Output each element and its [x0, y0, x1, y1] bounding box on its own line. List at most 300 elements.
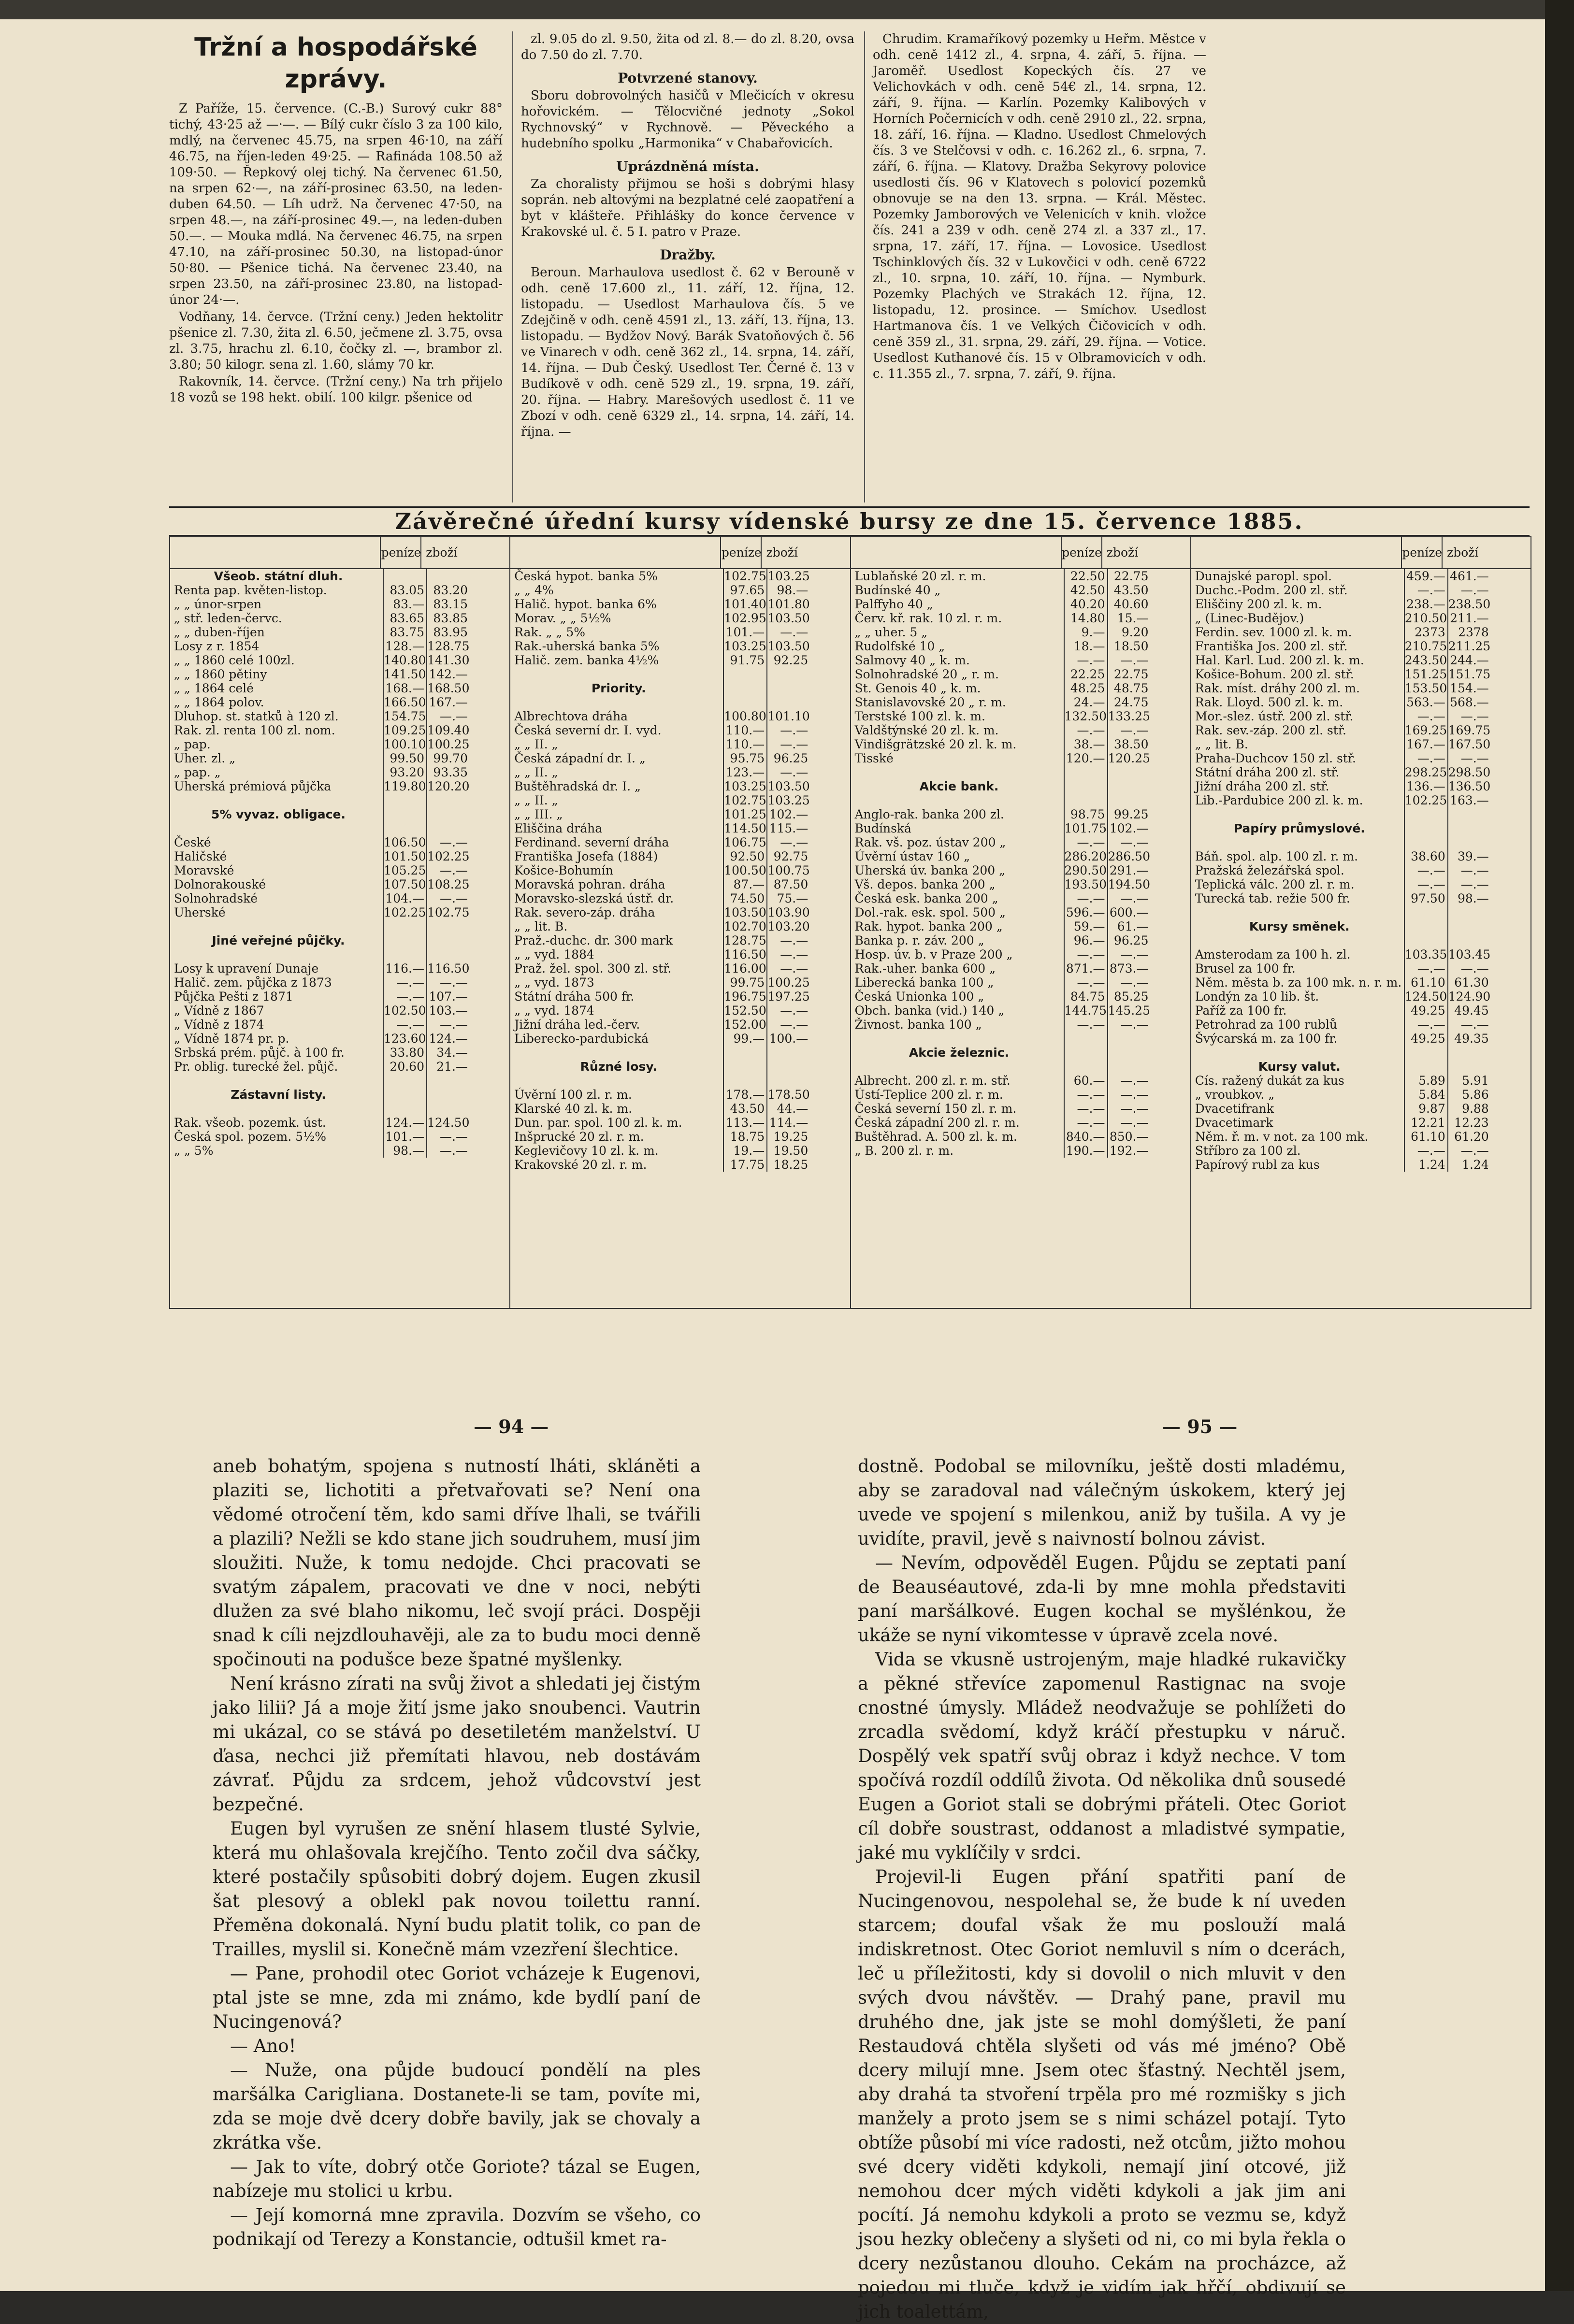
- stock-money-value: 123.60: [384, 1032, 426, 1046]
- stock-money-value: 151.25: [1404, 667, 1447, 681]
- stock-money-value: 168.—: [383, 681, 426, 695]
- stock-money-value: [1404, 835, 1447, 849]
- stock-name: Lib.-Pardubice 200 zl. k. m.: [1195, 793, 1363, 807]
- stock-row: [510, 961, 850, 976]
- stock-money-value: [723, 1060, 766, 1074]
- stock-money-value: —.—: [1404, 751, 1447, 765]
- stock-money-value: [1064, 779, 1107, 793]
- stock-goods-value: 61.30: [1447, 976, 1491, 990]
- stock-row: [851, 1004, 1190, 1018]
- stock-goods-value: —.—: [766, 737, 810, 751]
- stock-money-value: 193.50: [1064, 877, 1107, 891]
- stock-row: [1191, 737, 1531, 751]
- stock-name: Salmovy 40 „ k. m.: [854, 653, 970, 667]
- stock-row: [851, 877, 1190, 891]
- stock-goods-value: 167.50: [1448, 737, 1491, 751]
- stock-name: Turecká tab. režie 500 fr.: [1195, 891, 1350, 905]
- stock-name: Pr. oblig. turecké žel. půjč.: [174, 1060, 338, 1074]
- stock-goods-value: 96.25: [766, 751, 810, 765]
- stock-money-value: 141.50: [384, 667, 426, 681]
- stock-money-value: 596.—: [1064, 905, 1107, 919]
- stock-money-value: 103.35: [1404, 947, 1447, 961]
- stock-goods-value: 103.50: [767, 779, 810, 793]
- stock-goods-value: 116.50: [427, 961, 470, 976]
- stock-goods-value: —.—: [1447, 751, 1491, 765]
- stock-goods-value: —.—: [766, 933, 810, 947]
- book-paragraph: Eugen byl vyrušen ze snění hlasem tlusté Sylvie, která mu ohlašovala krejčího. Tento zočil dva sáčky, které postačily spůsobiti dobrý dojem. Eugen zkusil šat plesový a oblekl pak novou toilettu ranní. Přeměna dokonalá. Nyní budu platit tolik, co pan de Trailles, myslil si. Konečně mám vzezření šlechtice.: [213, 1818, 701, 1960]
- stock-money-value: 166.50: [384, 695, 426, 709]
- stock-row: [1191, 1074, 1531, 1088]
- stock-money-value: 61.10: [1404, 976, 1447, 990]
- stock-money-value: [383, 1088, 426, 1102]
- stock-money-value: 91.75: [723, 653, 766, 667]
- stock-name: Obch. banka (vid.) 140 „: [854, 1004, 1005, 1018]
- stock-row: [851, 1088, 1190, 1102]
- stock-goods-value: —.—: [766, 835, 810, 849]
- stock-row: [851, 835, 1190, 849]
- stock-row: [170, 863, 509, 877]
- stock-row: [510, 976, 850, 990]
- stock-money-value: 24.—: [1064, 695, 1107, 709]
- news-paragraph: zl. 9.05 do zl. 9.50, žita od zl. 8.— do zl. 8.20, ovsa do 7.50 do zl. 7.70.: [521, 32, 854, 62]
- stock-money-value: —.—: [1064, 723, 1107, 737]
- stock-row: [1191, 891, 1531, 905]
- stock-row: [510, 933, 850, 947]
- stock-money-value: 42.50: [1064, 583, 1107, 597]
- stock-row: [510, 709, 850, 723]
- stock-name: [510, 667, 723, 681]
- stock-goods-value: 145.25: [1108, 1004, 1150, 1018]
- stock-goods-value: [1447, 821, 1491, 835]
- stock-goods-value: —.—: [1447, 583, 1491, 597]
- stock-row: [851, 1116, 1190, 1130]
- stock-row: [851, 933, 1190, 947]
- stock-goods-value: 124.—: [426, 1032, 470, 1046]
- stock-goods-value: —.—: [1107, 891, 1151, 905]
- stock-name: Budínské 40 „: [854, 583, 941, 597]
- stock-name: [510, 1046, 723, 1060]
- stock-money-value: [383, 1102, 426, 1116]
- stock-money-value: [383, 1074, 426, 1088]
- money-column-header: peníze: [720, 537, 762, 568]
- stock-goods-value: [1447, 1060, 1491, 1074]
- stock-name: „ „ 5%: [174, 1144, 214, 1158]
- stock-name: Úvěrní 100 zl. r. m.: [514, 1088, 632, 1102]
- stock-goods-value: [1107, 1032, 1151, 1046]
- book-paragraph: dostně. Podobal se milovníku, ještě dosti mladému, aby se zaradoval nad válečným úskokem, který jej uvede ve spojení s milenkou, aniž by tušila. A vy je uvidíte, pravil, jevě s naivností bolnou závist.: [858, 1456, 1346, 1549]
- stock-money-value: 116.—: [383, 961, 426, 976]
- stock-name: Rak. všeob. pozemk. úst.: [174, 1116, 326, 1130]
- stock-section-heading: [1191, 1060, 1531, 1074]
- stock-name: „ pap.: [174, 737, 211, 751]
- stock-block-header: [1191, 537, 1531, 569]
- stock-money-value: 286.20: [1064, 849, 1107, 863]
- stock-row: [510, 807, 850, 821]
- stock-goods-value: —.—: [1107, 653, 1151, 667]
- stock-money-value: [723, 667, 766, 681]
- stock-row: [1191, 639, 1531, 653]
- stock-money-value: 49.25: [1404, 1032, 1447, 1046]
- stock-goods-value: 49.35: [1447, 1032, 1491, 1046]
- stock-name: Moravsko-slezská ústř. dr.: [514, 891, 674, 905]
- stock-row: [510, 877, 850, 891]
- stock-money-value: 152.50: [724, 1004, 766, 1018]
- stock-goods-value: 38.50: [1107, 737, 1151, 751]
- stock-goods-value: 568.—: [1447, 695, 1491, 709]
- stock-row: [1191, 849, 1531, 863]
- stock-name: Ferdin. sev. 1000 zl. k. m.: [1195, 625, 1352, 639]
- stock-money-value: 99.—: [723, 1032, 766, 1046]
- stock-goods-value: [426, 1102, 470, 1116]
- news-paragraph: Sboru dobrovolných hasičů v Mlečicích v okresu hořovickém. — Tělocvičné jednoty „Sokol Rychnovský“ v Rychnově. — Pěveckého a hudebního spolku „Harmonika“ v Chabařovicích.: [521, 88, 854, 151]
- stock-goods-value: 103.—: [426, 1004, 470, 1018]
- stock-money-value: 9.87: [1404, 1102, 1447, 1116]
- stock-name: „ pap. „: [174, 765, 221, 779]
- stock-name: Uherská prémiová půjčka: [174, 779, 332, 793]
- stock-money-value: 109.25: [384, 723, 426, 737]
- stock-money-value: 98.—: [383, 1144, 426, 1158]
- stock-row: [170, 990, 509, 1004]
- stock-name: „ „ 1860 pětiny: [174, 667, 267, 681]
- stock-name: Státní dráha 200 zl. stř.: [1195, 765, 1340, 779]
- stock-goods-value: —.—: [766, 625, 810, 639]
- stock-row: [851, 919, 1190, 933]
- stock-name: Česká západní dr. I. „: [514, 751, 646, 765]
- stock-name: Jiné veřejné půjčky.: [212, 933, 345, 947]
- stock-money-value: 124.—: [383, 1116, 426, 1130]
- stock-row: [1191, 611, 1531, 625]
- stock-goods-value: 238.50: [1448, 597, 1491, 611]
- stock-section-heading: [510, 1060, 850, 1074]
- stock-goods-value: 600.—: [1107, 905, 1151, 919]
- stock-goods-value: —.—: [426, 835, 470, 849]
- stock-money-value: 38.—: [1064, 737, 1107, 751]
- stock-name: [851, 793, 1064, 807]
- stock-row: [851, 1102, 1190, 1116]
- stock-row: [851, 976, 1190, 990]
- stock-row: [1191, 625, 1531, 639]
- stock-money-value: 153.50: [1404, 681, 1447, 695]
- stock-goods-value: 100.25: [427, 737, 470, 751]
- stock-money-value: 87.—: [723, 877, 766, 891]
- stock-name: Londýn za 10 lib. št.: [1195, 990, 1319, 1004]
- stock-row: [1191, 583, 1531, 597]
- stock-goods-value: 211.—: [1447, 611, 1491, 625]
- stock-name: [851, 1060, 1064, 1074]
- stock-money-value: 12.21: [1404, 1116, 1447, 1130]
- stock-name: Buštěhradská dr. I. „: [514, 779, 641, 793]
- stock-money-value: 840.—: [1064, 1130, 1107, 1144]
- stock-name: Jižní dráha 200 zl. stř.: [1195, 779, 1329, 793]
- page-number-left: — 94 —: [474, 1416, 549, 1437]
- stock-name: Halič. hypot. banka 6%: [514, 597, 657, 611]
- stock-name: [170, 821, 383, 835]
- stock-row: [851, 849, 1190, 863]
- stock-row: [1191, 667, 1531, 681]
- stock-row: [1191, 1116, 1531, 1130]
- stock-goods-value: 291.—: [1107, 863, 1151, 877]
- stock-name: Živnost. banka 100 „: [854, 1018, 982, 1032]
- stock-name: „ Vídně 1874 pr. p.: [174, 1032, 289, 1046]
- stock-name: „ „ II. „: [514, 765, 558, 779]
- stock-goods-value: [426, 1074, 470, 1088]
- stock-name: [1191, 1046, 1404, 1060]
- stock-name: Praž. žel. spol. 300 zl. stř.: [514, 961, 672, 976]
- stock-money-value: 95.75: [723, 751, 766, 765]
- stock-goods-value: [1447, 905, 1491, 919]
- stock-name: Česká severní dr. I. vyd.: [514, 723, 662, 737]
- stock-row: [170, 723, 509, 737]
- stock-money-value: 101.75: [1064, 821, 1107, 835]
- stock-goods-value: —.—: [426, 976, 470, 990]
- stock-goods-value: [1447, 933, 1491, 947]
- stock-name: Inšprucké 20 zl. r. m.: [514, 1130, 644, 1144]
- stock-money-value: 18.—: [1064, 639, 1107, 653]
- stock-block: [510, 537, 851, 1308]
- stock-money-value: 1.24: [1404, 1158, 1447, 1172]
- stock-name: Báň. spol. alp. 100 zl. r. m.: [1195, 849, 1358, 863]
- stock-money-value: 92.50: [723, 849, 766, 863]
- stock-row: [1191, 863, 1531, 877]
- stock-money-value: [1404, 919, 1447, 933]
- book-paragraph: — Ano!: [230, 2036, 296, 2056]
- stock-goods-value: 83.20: [426, 583, 470, 597]
- stock-row: [170, 1032, 509, 1046]
- stock-row: [851, 1144, 1190, 1158]
- stock-goods-value: 100.25: [767, 976, 810, 990]
- stock-money-value: 113.—: [723, 1116, 766, 1130]
- stock-money-value: 99.50: [383, 751, 426, 765]
- stock-goods-value: 61.20: [1447, 1130, 1491, 1144]
- stock-name: Košice-Bohumín: [514, 863, 613, 877]
- news-subheading: Potvrzené stanovy.: [618, 70, 758, 86]
- stock-row: [851, 653, 1190, 667]
- stock-row: [851, 723, 1190, 737]
- stock-money-value: [383, 933, 426, 947]
- stock-goods-value: [426, 919, 470, 933]
- stock-goods-value: [426, 807, 470, 821]
- stock-goods-value: [426, 821, 470, 835]
- stock-money-value: 103.25: [724, 779, 766, 793]
- stock-row: [510, 947, 850, 961]
- stock-name: Česká spol. pozem. 5½%: [174, 1130, 327, 1144]
- stock-row: [170, 1074, 509, 1088]
- stock-row: [510, 1004, 850, 1018]
- stock-money-value: 210.50: [1404, 611, 1447, 625]
- stock-goods-value: 124.50: [427, 1116, 470, 1130]
- stock-name: Česká Unionka 100 „: [854, 990, 984, 1004]
- stock-name: Uher. zl. „: [174, 751, 236, 765]
- stock-money-value: [1404, 807, 1447, 821]
- stock-goods-value: 103.50: [767, 639, 810, 653]
- stock-goods-value: 102.—: [1107, 821, 1151, 835]
- stock-goods-value: —.—: [1447, 1018, 1491, 1032]
- stock-money-value: 106.50: [384, 835, 426, 849]
- stock-row: [510, 625, 850, 639]
- stock-name: Duchc.-Podm. 200 zl. stř.: [1195, 583, 1348, 597]
- stock-row: [510, 1046, 850, 1060]
- stock-goods-value: 103.90: [767, 905, 810, 919]
- stock-row: [1191, 877, 1531, 891]
- stock-row: [1191, 1046, 1531, 1060]
- stock-money-value: 96.—: [1064, 933, 1107, 947]
- page-number-right: — 95 —: [1162, 1416, 1238, 1437]
- stock-goods-value: 98.—: [766, 583, 810, 597]
- stock-goods-value: 99.25: [1107, 807, 1151, 821]
- stock-block-header: [170, 537, 509, 569]
- stock-row: [1191, 1018, 1531, 1032]
- news-subheading: Uprázdněná místa.: [616, 158, 759, 174]
- stock-money-value: 40.20: [1064, 597, 1107, 611]
- stock-name: Mor.-slez. ústř. 200 zl. stř.: [1195, 709, 1354, 723]
- stock-goods-value: —.—: [766, 1018, 810, 1032]
- stock-money-value: [1404, 1060, 1447, 1074]
- stock-row: [1191, 1130, 1531, 1144]
- stock-row: [851, 681, 1190, 695]
- stock-money-value: 97.65: [723, 583, 766, 597]
- stock-name: „ „ 1860 celé 100zl.: [174, 653, 295, 667]
- stock-goods-value: —.—: [1107, 1102, 1151, 1116]
- stock-row: [170, 639, 509, 653]
- stock-row: [851, 1130, 1190, 1144]
- stock-row: [170, 821, 509, 835]
- stock-money-value: 61.10: [1404, 1130, 1447, 1144]
- stock-name: Červ. kř. rak. 10 zl. r. m.: [854, 611, 1002, 625]
- stock-goods-value: 18.25: [766, 1158, 810, 1172]
- stock-money-value: 97.50: [1404, 891, 1447, 905]
- stock-row: [851, 1032, 1190, 1046]
- stock-money-value: 123.—: [723, 765, 766, 779]
- stock-money-value: —.—: [1404, 709, 1447, 723]
- news-subheading: Dražby.: [660, 247, 716, 263]
- stock-row: [510, 919, 850, 933]
- scan-right-edge: [1545, 0, 1574, 2291]
- stock-money-value: —.—: [1064, 1116, 1107, 1130]
- book-paragraph: — Nevím, odpověděl Eugen. Půjdu se zeptati paní de Beauséautové, zda-li by mne mohla představiti paní maršálkové. Eugen kochal se myšlénkou, že ukáže se nyní vikomtesse v úpravě zcela nové.: [858, 1552, 1346, 1646]
- stock-money-value: —.—: [383, 990, 426, 1004]
- stock-goods-value: 136.50: [1448, 779, 1491, 793]
- stock-money-value: —.—: [1064, 891, 1107, 905]
- stock-money-value: —.—: [1404, 583, 1447, 597]
- stock-goods-value: —.—: [1107, 835, 1151, 849]
- stock-money-value: 103.50: [724, 905, 766, 919]
- stock-name: Kursy valut.: [1258, 1060, 1341, 1074]
- stock-name: [1191, 905, 1404, 919]
- stock-money-value: [1064, 1060, 1107, 1074]
- stock-row: [1191, 905, 1531, 919]
- book-paragraph: Není krásno zírati na svůj život a shledati jej čistým jako lilii? Já a moje žití jsme jako snoubenci. Vautrin mi ukázal, co se stává po desetiletém manželství. U ďasa, nechci již přemítati hlavou, neb dostávám závrať. Půjdu za srdcem, jehož vůdcovství jest bezpečné.: [213, 1673, 701, 1815]
- stock-goods-value: 43.50: [1107, 583, 1151, 597]
- stock-name: Půjčka Pešti z 1871: [174, 990, 293, 1004]
- stock-money-value: 93.20: [383, 765, 426, 779]
- stock-name: Vindišgrätzské 20 zl. k. m.: [854, 737, 1017, 751]
- stock-row: [510, 583, 850, 597]
- stock-block: [170, 537, 510, 1308]
- stock-name: Ústí-Teplice 200 zl. r. m.: [854, 1088, 1003, 1102]
- stock-name: Losy z r. 1854: [174, 639, 260, 653]
- stock-name: Morav. „ „ 5½%: [514, 611, 611, 625]
- stock-goods-value: [426, 569, 470, 583]
- stock-goods-value: [426, 1088, 470, 1102]
- stock-row: [170, 765, 509, 779]
- stock-money-value: [1064, 793, 1107, 807]
- stock-row: [1191, 807, 1531, 821]
- stock-goods-value: 34.—: [426, 1046, 470, 1060]
- stock-name: [1191, 835, 1404, 849]
- stock-table: [169, 536, 1531, 1309]
- stock-goods-value: —.—: [766, 1004, 810, 1018]
- stock-name: Petrohrad za 100 rublů: [1195, 1018, 1338, 1032]
- stock-goods-value: 19.50: [766, 1144, 810, 1158]
- stock-goods-value: 167.—: [426, 695, 470, 709]
- stock-goods-value: —.—: [1107, 1018, 1151, 1032]
- stock-goods-value: 83.85: [426, 611, 470, 625]
- stock-goods-value: [766, 681, 810, 695]
- stock-goods-value: 39.—: [1447, 849, 1491, 863]
- stock-row: [1191, 1032, 1531, 1046]
- stock-row: [510, 667, 850, 681]
- stock-money-value: 128.—: [383, 639, 426, 653]
- stock-name: Klarské 40 zl. k. m.: [514, 1102, 633, 1116]
- stock-goods-value: 99.70: [426, 751, 470, 765]
- stock-row: [510, 653, 850, 667]
- stock-goods-value: [766, 695, 810, 709]
- stock-name: Solnohradské: [174, 891, 258, 905]
- stock-name: „ „ vyd. 1874: [514, 1004, 594, 1018]
- stock-row: [851, 751, 1190, 765]
- stock-section-heading: [170, 1088, 509, 1102]
- stock-money-value: 17.75: [723, 1158, 766, 1172]
- stock-goods-value: —.—: [1107, 1116, 1151, 1130]
- stock-goods-value: 101.10: [767, 709, 810, 723]
- stock-money-value: 101.40: [724, 597, 766, 611]
- stock-goods-value: 154.—: [1447, 681, 1491, 695]
- book-paragraph: — Pane, prohodil otec Goriot vcházeje k Eugenovi, ptal jste se mne, zda mi známo, kde bydlí paní de Nucingenová?: [213, 1963, 701, 2032]
- stock-goods-value: [766, 667, 810, 681]
- stock-name: „ „ III. „: [514, 807, 563, 821]
- stock-section-heading: [851, 1046, 1190, 1060]
- stock-row: [170, 751, 509, 765]
- stock-row: [170, 947, 509, 961]
- news-section: [169, 31, 1527, 502]
- stock-goods-value: —.—: [1107, 976, 1151, 990]
- stock-name: „ „ vyd. 1884: [514, 947, 594, 961]
- stock-goods-value: 103.25: [767, 793, 810, 807]
- stock-goods-value: 109.40: [427, 723, 470, 737]
- stock-row: [1191, 835, 1531, 849]
- stock-row: [170, 877, 509, 891]
- stock-goods-value: 83.15: [426, 597, 470, 611]
- stock-row: [851, 765, 1190, 779]
- money-column-header: peníze: [1401, 537, 1443, 568]
- stock-row: [510, 1088, 850, 1102]
- stock-row: [510, 1116, 850, 1130]
- stock-row: [510, 1074, 850, 1088]
- stock-row: [1191, 723, 1531, 737]
- stock-money-value: —.—: [1064, 947, 1107, 961]
- stock-name: Cís. ražený dukát za kus: [1195, 1074, 1344, 1088]
- stock-row: [170, 779, 509, 793]
- stock-name: Moravská pohran. dráha: [514, 877, 665, 891]
- stock-goods-value: 115.—: [766, 821, 810, 835]
- stock-goods-value: [426, 793, 470, 807]
- stock-goods-value: 92.75: [766, 849, 810, 863]
- stock-money-value: 102.50: [384, 1004, 426, 1018]
- stock-row: [510, 695, 850, 709]
- stock-row: [851, 611, 1190, 625]
- stock-money-value: 102.25: [1404, 793, 1447, 807]
- goods-column-header: zboží: [1442, 537, 1483, 568]
